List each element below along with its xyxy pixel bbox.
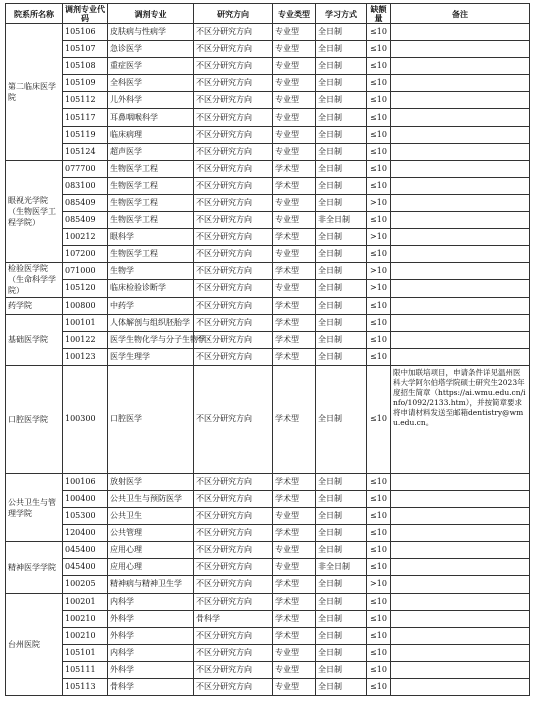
table-row	[6, 661, 530, 678]
type-cell: 学术型	[273, 593, 316, 610]
direction-cell: 不区分研究方向	[194, 593, 273, 610]
table-row	[6, 92, 530, 109]
quota-cell: >10	[367, 194, 391, 211]
table-row	[6, 280, 530, 297]
code-cell: 100106	[63, 473, 108, 490]
quota-cell: ≤10	[367, 542, 391, 559]
quota-cell: ≤10	[367, 314, 391, 331]
direction-cell: 不区分研究方向	[194, 490, 273, 507]
direction-cell: 不区分研究方向	[194, 661, 273, 678]
quota-cell: ≤10	[367, 126, 391, 143]
note-cell	[391, 229, 530, 246]
note-cell	[391, 109, 530, 126]
direction-cell: 不区分研究方向	[194, 314, 273, 331]
document-page	[5, 3, 530, 696]
mode-cell: 全日制	[316, 661, 367, 678]
quota-cell: ≤10	[367, 525, 391, 542]
quota-cell: ≤10	[367, 490, 391, 507]
quota-cell: ≤10	[367, 177, 391, 194]
type-cell: 专业型	[273, 542, 316, 559]
quota-cell: ≤10	[367, 58, 391, 75]
major-cell: 生物学	[108, 263, 194, 280]
note-cell	[391, 559, 530, 576]
table-row	[6, 314, 530, 331]
direction-cell: 不区分研究方向	[194, 41, 273, 58]
major-cell: 眼科学	[108, 229, 194, 246]
note-cell	[391, 627, 530, 644]
adjustment-table	[5, 3, 530, 696]
type-cell: 学术型	[273, 473, 316, 490]
major-cell: 临床病理	[108, 126, 194, 143]
major-cell: 骨科学	[108, 679, 194, 696]
mode-cell: 全日制	[316, 24, 367, 41]
major-cell: 耳鼻咽喉科学	[108, 109, 194, 126]
mode-cell: 非全日制	[316, 212, 367, 229]
header-quota: 缺额量	[367, 4, 391, 24]
mode-cell: 全日制	[316, 75, 367, 92]
note-cell	[391, 92, 530, 109]
quota-cell: ≤10	[367, 212, 391, 229]
type-cell: 专业型	[273, 24, 316, 41]
mode-cell: 全日制	[316, 177, 367, 194]
mode-cell: 全日制	[316, 627, 367, 644]
type-cell: 学术型	[273, 331, 316, 348]
table-row	[6, 246, 530, 263]
table-row	[6, 542, 530, 559]
note-cell	[391, 75, 530, 92]
direction-cell: 不区分研究方向	[194, 559, 273, 576]
code-cell: 105107	[63, 41, 108, 58]
code-cell: 100212	[63, 229, 108, 246]
quota-cell: ≤10	[367, 644, 391, 661]
mode-cell: 非全日制	[316, 559, 367, 576]
type-cell: 专业型	[273, 508, 316, 525]
table-row	[6, 576, 530, 593]
institute-cell: 口腔医学院	[6, 365, 63, 473]
note-cell	[391, 41, 530, 58]
note-cell	[391, 331, 530, 348]
institute-cell: 基础医学院	[6, 314, 63, 365]
major-cell: 重症医学	[108, 58, 194, 75]
type-cell: 专业型	[273, 679, 316, 696]
direction-cell: 不区分研究方向	[194, 644, 273, 661]
table-row	[6, 143, 530, 160]
mode-cell: 全日制	[316, 348, 367, 365]
code-cell: 045400	[63, 559, 108, 576]
quota-cell: ≤10	[367, 143, 391, 160]
code-cell: 100800	[63, 297, 108, 314]
note-cell	[391, 679, 530, 696]
header-type: 专业类型	[273, 4, 316, 24]
mode-cell: 全日制	[316, 542, 367, 559]
note-cell	[391, 143, 530, 160]
code-cell: 105111	[63, 661, 108, 678]
type-cell: 专业型	[273, 75, 316, 92]
note-cell	[391, 297, 530, 314]
quota-cell: ≤10	[367, 75, 391, 92]
direction-cell: 不区分研究方向	[194, 109, 273, 126]
type-cell: 学术型	[273, 365, 316, 473]
code-cell: 105124	[63, 143, 108, 160]
code-cell: 105112	[63, 92, 108, 109]
type-cell: 专业型	[273, 661, 316, 678]
quota-cell: ≤10	[367, 679, 391, 696]
quota-cell: ≤10	[367, 109, 391, 126]
mode-cell: 全日制	[316, 490, 367, 507]
table-row	[6, 679, 530, 696]
code-cell: 100300	[63, 365, 108, 473]
quota-cell: ≤10	[367, 661, 391, 678]
direction-cell: 不区分研究方向	[194, 331, 273, 348]
table-row	[6, 177, 530, 194]
code-cell: 100123	[63, 348, 108, 365]
mode-cell: 全日制	[316, 143, 367, 160]
note-cell	[391, 194, 530, 211]
type-cell: 学术型	[273, 263, 316, 280]
code-cell: 100210	[63, 610, 108, 627]
note-cell	[391, 525, 530, 542]
table-row	[6, 263, 530, 280]
code-cell: 105300	[63, 508, 108, 525]
code-cell: 071000	[63, 263, 108, 280]
type-cell: 学术型	[273, 297, 316, 314]
type-cell: 学术型	[273, 314, 316, 331]
type-cell: 专业型	[273, 644, 316, 661]
major-cell: 人体解剖与组织胚胎学	[108, 314, 194, 331]
quota-cell: ≤10	[367, 627, 391, 644]
type-cell: 专业型	[273, 212, 316, 229]
mode-cell: 全日制	[316, 41, 367, 58]
direction-cell: 不区分研究方向	[194, 473, 273, 490]
type-cell: 专业型	[273, 194, 316, 211]
code-cell: 105119	[63, 126, 108, 143]
header-institute: 院系所名称	[6, 4, 63, 24]
mode-cell: 全日制	[316, 194, 367, 211]
major-cell: 生物医学工程	[108, 194, 194, 211]
table-row	[6, 297, 530, 314]
table-row	[6, 610, 530, 627]
mode-cell: 全日制	[316, 331, 367, 348]
type-cell: 学术型	[273, 229, 316, 246]
mode-cell: 全日制	[316, 297, 367, 314]
mode-cell: 全日制	[316, 229, 367, 246]
major-cell: 皮肤病与性病学	[108, 24, 194, 41]
table-row	[6, 525, 530, 542]
table-row	[6, 331, 530, 348]
institute-cell: 精神医学学院	[6, 542, 63, 593]
table-row	[6, 365, 530, 473]
header-mode: 学习方式	[316, 4, 367, 24]
note-cell	[391, 177, 530, 194]
direction-cell: 不区分研究方向	[194, 58, 273, 75]
major-cell: 儿外科学	[108, 92, 194, 109]
table-row	[6, 473, 530, 490]
mode-cell: 全日制	[316, 109, 367, 126]
note-cell: 限中加联培项目，申请条件详见温州医科大学阿尔伯塔学院硕士研究生2023年度招生简章（https://ai.wmu.edu.cn/info/1092/2133.htm），并按简章要求将申请材料发送至邮箱dentistry@wmu.edu.cn。	[391, 365, 530, 473]
direction-cell: 骨科学	[194, 610, 273, 627]
institute-cell: 检验医学院（生命科学学院）	[6, 263, 63, 297]
table-row	[6, 229, 530, 246]
mode-cell: 全日制	[316, 525, 367, 542]
mode-cell: 全日制	[316, 280, 367, 297]
direction-cell: 不区分研究方向	[194, 627, 273, 644]
code-cell: 107200	[63, 246, 108, 263]
note-cell	[391, 473, 530, 490]
major-cell: 放射医学	[108, 473, 194, 490]
major-cell: 急诊医学	[108, 41, 194, 58]
major-cell: 内科学	[108, 593, 194, 610]
code-cell: 100101	[63, 314, 108, 331]
direction-cell: 不区分研究方向	[194, 194, 273, 211]
quota-cell: >10	[367, 263, 391, 280]
note-cell	[391, 644, 530, 661]
type-cell: 学术型	[273, 490, 316, 507]
note-cell	[391, 576, 530, 593]
table-header-row	[6, 4, 530, 24]
major-cell: 医学生理学	[108, 348, 194, 365]
major-cell: 精神病与精神卫生学	[108, 576, 194, 593]
type-cell: 专业型	[273, 246, 316, 263]
major-cell: 全科医学	[108, 75, 194, 92]
direction-cell: 不区分研究方向	[194, 177, 273, 194]
quota-cell: ≤10	[367, 246, 391, 263]
table-row	[6, 593, 530, 610]
note-cell	[391, 314, 530, 331]
institute-cell: 眼视光学院（生物医学工程学院）	[6, 160, 63, 263]
institute-cell: 药学院	[6, 297, 63, 314]
note-cell	[391, 246, 530, 263]
type-cell: 专业型	[273, 126, 316, 143]
mode-cell: 全日制	[316, 508, 367, 525]
direction-cell: 不区分研究方向	[194, 229, 273, 246]
note-cell	[391, 542, 530, 559]
table-row	[6, 109, 530, 126]
table-row	[6, 508, 530, 525]
direction-cell: 不区分研究方向	[194, 246, 273, 263]
type-cell: 专业型	[273, 559, 316, 576]
code-cell: 105101	[63, 644, 108, 661]
direction-cell: 不区分研究方向	[194, 508, 273, 525]
note-cell	[391, 348, 530, 365]
direction-cell: 不区分研究方向	[194, 348, 273, 365]
quota-cell: ≤10	[367, 41, 391, 58]
quota-cell: >10	[367, 280, 391, 297]
table-row	[6, 41, 530, 58]
code-cell: 100205	[63, 576, 108, 593]
direction-cell: 不区分研究方向	[194, 263, 273, 280]
major-cell: 生物医学工程	[108, 212, 194, 229]
major-cell: 公共卫生与预防医学	[108, 490, 194, 507]
quota-cell: >10	[367, 229, 391, 246]
code-cell: 100201	[63, 593, 108, 610]
code-cell: 100122	[63, 331, 108, 348]
code-cell: 105109	[63, 75, 108, 92]
code-cell: 105117	[63, 109, 108, 126]
type-cell: 专业型	[273, 92, 316, 109]
code-cell: 085409	[63, 212, 108, 229]
major-cell: 超声医学	[108, 143, 194, 160]
direction-cell: 不区分研究方向	[194, 92, 273, 109]
institute-cell: 台州医院	[6, 593, 63, 696]
quota-cell: ≤10	[367, 348, 391, 365]
direction-cell: 不区分研究方向	[194, 525, 273, 542]
mode-cell: 全日制	[316, 126, 367, 143]
direction-cell: 不区分研究方向	[194, 679, 273, 696]
direction-cell: 不区分研究方向	[194, 143, 273, 160]
code-cell: 083100	[63, 177, 108, 194]
code-cell: 100210	[63, 627, 108, 644]
direction-cell: 不区分研究方向	[194, 126, 273, 143]
table-row	[6, 75, 530, 92]
table-row	[6, 194, 530, 211]
type-cell: 专业型	[273, 280, 316, 297]
header-major: 调剂专业	[108, 4, 194, 24]
quota-cell: ≤10	[367, 473, 391, 490]
note-cell	[391, 661, 530, 678]
note-cell	[391, 490, 530, 507]
table-row	[6, 559, 530, 576]
table-row	[6, 348, 530, 365]
header-direction: 研究方向	[194, 4, 273, 24]
type-cell: 学术型	[273, 610, 316, 627]
mode-cell: 全日制	[316, 365, 367, 473]
table-row	[6, 58, 530, 75]
type-cell: 学术型	[273, 525, 316, 542]
quota-cell: ≤10	[367, 92, 391, 109]
table-row	[6, 24, 530, 41]
table-row	[6, 490, 530, 507]
type-cell: 学术型	[273, 177, 316, 194]
table-row	[6, 212, 530, 229]
code-cell: 077700	[63, 160, 108, 177]
quota-cell: ≤10	[367, 365, 391, 473]
note-cell	[391, 508, 530, 525]
table-row	[6, 627, 530, 644]
mode-cell: 全日制	[316, 610, 367, 627]
type-cell: 学术型	[273, 160, 316, 177]
major-cell: 公共卫生	[108, 508, 194, 525]
direction-cell: 不区分研究方向	[194, 280, 273, 297]
type-cell: 学术型	[273, 576, 316, 593]
note-cell	[391, 280, 530, 297]
major-cell: 生物医学工程	[108, 246, 194, 263]
note-cell	[391, 212, 530, 229]
type-cell: 专业型	[273, 143, 316, 160]
type-cell: 学术型	[273, 348, 316, 365]
quota-cell: ≤10	[367, 331, 391, 348]
major-cell: 临床检验诊断学	[108, 280, 194, 297]
code-cell: 100400	[63, 490, 108, 507]
note-cell	[391, 160, 530, 177]
quota-cell: ≤10	[367, 610, 391, 627]
mode-cell: 全日制	[316, 644, 367, 661]
mode-cell: 全日制	[316, 58, 367, 75]
code-cell: 105113	[63, 679, 108, 696]
major-cell: 应用心理	[108, 559, 194, 576]
major-cell: 外科学	[108, 661, 194, 678]
note-cell	[391, 593, 530, 610]
major-cell: 外科学	[108, 627, 194, 644]
mode-cell: 全日制	[316, 679, 367, 696]
code-cell: 105108	[63, 58, 108, 75]
major-cell: 公共管理	[108, 525, 194, 542]
major-cell: 外科学	[108, 610, 194, 627]
mode-cell: 全日制	[316, 92, 367, 109]
header-note: 备注	[391, 4, 530, 24]
major-cell: 内科学	[108, 644, 194, 661]
mode-cell: 全日制	[316, 246, 367, 263]
note-cell	[391, 610, 530, 627]
mode-cell: 全日制	[316, 314, 367, 331]
direction-cell: 不区分研究方向	[194, 542, 273, 559]
note-cell	[391, 24, 530, 41]
direction-cell: 不区分研究方向	[194, 576, 273, 593]
code-cell: 105120	[63, 280, 108, 297]
mode-cell: 全日制	[316, 160, 367, 177]
type-cell: 学术型	[273, 627, 316, 644]
type-cell: 专业型	[273, 58, 316, 75]
major-cell: 应用心理	[108, 542, 194, 559]
mode-cell: 全日制	[316, 473, 367, 490]
direction-cell: 不区分研究方向	[194, 75, 273, 92]
table-row	[6, 160, 530, 177]
major-cell: 医学生物化学与分子生物学	[108, 331, 194, 348]
quota-cell: ≤10	[367, 297, 391, 314]
type-cell: 专业型	[273, 41, 316, 58]
quota-cell: >10	[367, 576, 391, 593]
table-row	[6, 126, 530, 143]
table-row	[6, 644, 530, 661]
mode-cell: 全日制	[316, 263, 367, 280]
direction-cell: 不区分研究方向	[194, 365, 273, 473]
major-cell: 生物医学工程	[108, 160, 194, 177]
quota-cell: ≤10	[367, 160, 391, 177]
code-cell: 120400	[63, 525, 108, 542]
direction-cell: 不区分研究方向	[194, 160, 273, 177]
code-cell: 105106	[63, 24, 108, 41]
quota-cell: ≤10	[367, 559, 391, 576]
direction-cell: 不区分研究方向	[194, 297, 273, 314]
major-cell: 生物医学工程	[108, 177, 194, 194]
type-cell: 专业型	[273, 109, 316, 126]
quota-cell: ≤10	[367, 508, 391, 525]
institute-cell: 第二临床医学院	[6, 24, 63, 161]
note-cell	[391, 263, 530, 280]
institute-cell: 公共卫生与管理学院	[6, 473, 63, 541]
code-cell: 045400	[63, 542, 108, 559]
mode-cell: 全日制	[316, 576, 367, 593]
header-code: 调剂专业代码	[63, 4, 108, 24]
major-cell: 口腔医学	[108, 365, 194, 473]
quota-cell: ≤10	[367, 24, 391, 41]
code-cell: 085409	[63, 194, 108, 211]
direction-cell: 不区分研究方向	[194, 212, 273, 229]
note-cell	[391, 58, 530, 75]
quota-cell: ≤10	[367, 593, 391, 610]
mode-cell: 全日制	[316, 593, 367, 610]
direction-cell: 不区分研究方向	[194, 24, 273, 41]
major-cell: 中药学	[108, 297, 194, 314]
note-cell	[391, 126, 530, 143]
